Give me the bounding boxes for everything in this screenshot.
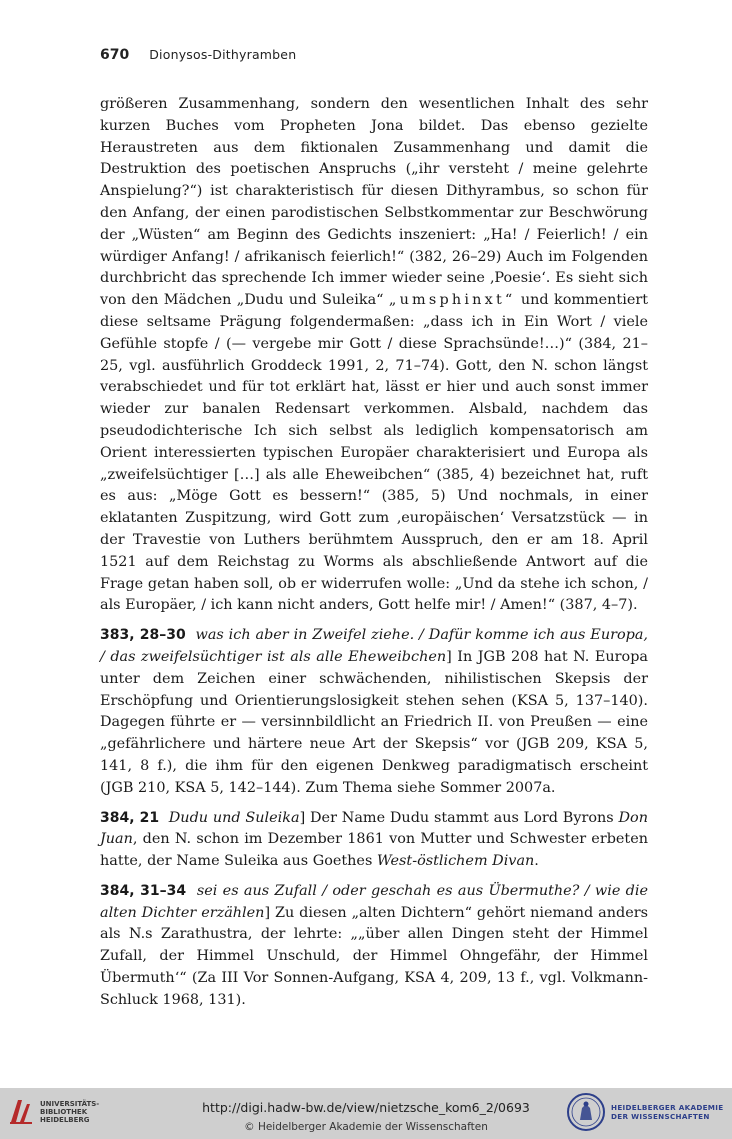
line-reference: 384, 21 xyxy=(100,809,160,826)
lemma: Dudu und Suleika xyxy=(168,809,300,826)
work-title: Don Juan xyxy=(100,809,648,848)
running-title: Dionysos-Dithyramben xyxy=(149,47,297,62)
paragraph xyxy=(100,94,648,617)
paragraph-text: und kommentiert diese seltsame Prägung folgendermaßen: „dass ich in Ein Wort / viele Gefühle stopfe / (— vergebe mir Gott / diese Sprachsünde!…)“ (384, 21–25, vgl. ausführlich Groddeck 1991, 2, 71–74). Gott, den N. schon längst verabschiedet und für tot erklärt hat, lässt er hier und auch sonst immer wieder zur banalen Redensart verkommen. Alsbald, nachdem das pseudodichterische Ich sich selbst als lediglich kompensatorisch am Orient interessierten typischen Europäer charakterisiert und Europa als „zweifelsüchtiger […] als alle Eheweibchen“ (385, 4) bezeichnet hat, ruft es aus: „Möge Gott es bessern!“ (385, 5) Und nochmals, in einer eklatanten Zuspitzung, wird Gott zum ‚europäischen‘ Versatzstück — in der Travestie von Luthers berühmtem Ausspruch, den er am 18. April 1521 auf dem Reichstag zu Worms als abschließende Antwort auf die Frage getan haben soll, ob er widerrufen wolle: „Und da stehe ich schon, / als Europäer, / ich kann nicht anders, Gott helfe mir! / Amen!“ (387, 4–7). xyxy=(100,292,648,614)
page-header xyxy=(100,44,296,64)
lemma: was ich aber in Zweifel ziehe. / Dafür komme ich aus Europa, / das zweifelsüchtiger ist als alle Eheweibchen xyxy=(100,627,648,665)
footer-bar xyxy=(0,1088,732,1139)
lemma-bracket: ] xyxy=(299,809,306,826)
commentary-entry xyxy=(100,881,648,1012)
hadw-seal-icon[interactable] xyxy=(566,1092,606,1132)
commentary-entry xyxy=(100,625,648,799)
entry-text: Der Name Dudu stammt aus Lord Byrons xyxy=(305,809,619,826)
entry-text: In JGB 208 hat N. Europa unter dem Zeichen einer schwächenden, nihilistischen Skepsis der Erschöpfung und Orientierungslosigkeit stehen sehen (KSA 5, 137–140). Dagegen führte er — versinnbildlicht an Friedrich II. von Preußen — eine „gefährlichere und härtere neue Art der Skepsis“ vor (JGB 209, KSA 5, 141, 8 f.), die ihm für den eigenen Denkweg paradigmatisch erscheint (JGB 210, KSA 5, 142–144). Zum Thema siehe Sommer 2007a. xyxy=(100,648,648,796)
logo-line: HEIDELBERG xyxy=(40,1116,90,1124)
commentary-entry xyxy=(100,808,648,873)
entry-text: Zu diesen „alten Dichtern“ gehört niemand anders als N.s Zarathustra, der lehrte: „„über allen Dingen steht der Himmel Zufall, der Himmel Unschuld, der Himmel Ohngefähr, der Himmel Übermuth‘“ (Za III Vor Sonnen-Aufgang, KSA 4, 209, 13 f., vgl. Volkmann-Schluck 1968, 131). xyxy=(100,904,648,1008)
line-reference: 383, 28–30 xyxy=(100,627,186,644)
paragraph-text: größeren Zusammenhang, sondern den wesentlichen Inhalt des sehr kurzen Buches vom Propheten Jona bildet. Das ebenso gezielte Heraustreten aus dem fiktionalen Zusammenhang und damit die Destruktion des poetischen Anspruchs („ihr versteht / meine gelehrte Anspielung?“) ist charakteristisch für diesen Dithyrambus, so schon für den Anfang, der einen parodistischen Selbstkommentar zur Beschwörung der „Wüsten“ am Beginn des Gedichts inszeniert: „Ha! / Feierlich! / ein würdiger Anfang! / afrikanisch feierlich!“ (382, 26–29) Auch im Folgenden durchbricht das sprechende Ich immer wieder seine ‚Poesie‘. Es sieht sich von den Mädchen „Dudu und Suleika“ xyxy=(100,96,648,309)
lemma-bracket: ] xyxy=(264,904,271,921)
logo-line: UNIVERSITÄTS- xyxy=(40,1100,100,1108)
entry-text: , den N. schon im Dezember 1861 von Mutter und Schwester erbeten hatte, der Name Suleika aus Goethes xyxy=(100,831,648,870)
permalink-url[interactable]: http://digi.hadw-bw.de/view/nietzsche_kom6_2/0693 xyxy=(202,1100,530,1115)
body-text xyxy=(100,94,648,1012)
logo-line: DER WISSENSCHAFTEN xyxy=(611,1112,710,1121)
lemma: sei es aus Zufall / oder geschah es aus Übermuthe? / wie die alten Dichter erzählen xyxy=(100,882,649,921)
logo-line: HEIDELBERGER AKADEMIE xyxy=(611,1103,724,1112)
logo-line: BIBLIOTHEK xyxy=(40,1108,88,1116)
hadw-logo-text[interactable] xyxy=(611,1103,723,1121)
lemma-bracket: ] xyxy=(446,648,452,665)
work-title: West-östlichem Divan xyxy=(376,853,535,870)
copyright-notice: © Heidelberger Akademie der Wissenschaften xyxy=(244,1121,488,1133)
entry-text: . xyxy=(534,853,539,870)
line-reference: 384, 31–34 xyxy=(100,882,187,899)
page-number: 670 xyxy=(100,47,130,63)
spaced-word: „umsphinxt“ xyxy=(388,292,516,309)
